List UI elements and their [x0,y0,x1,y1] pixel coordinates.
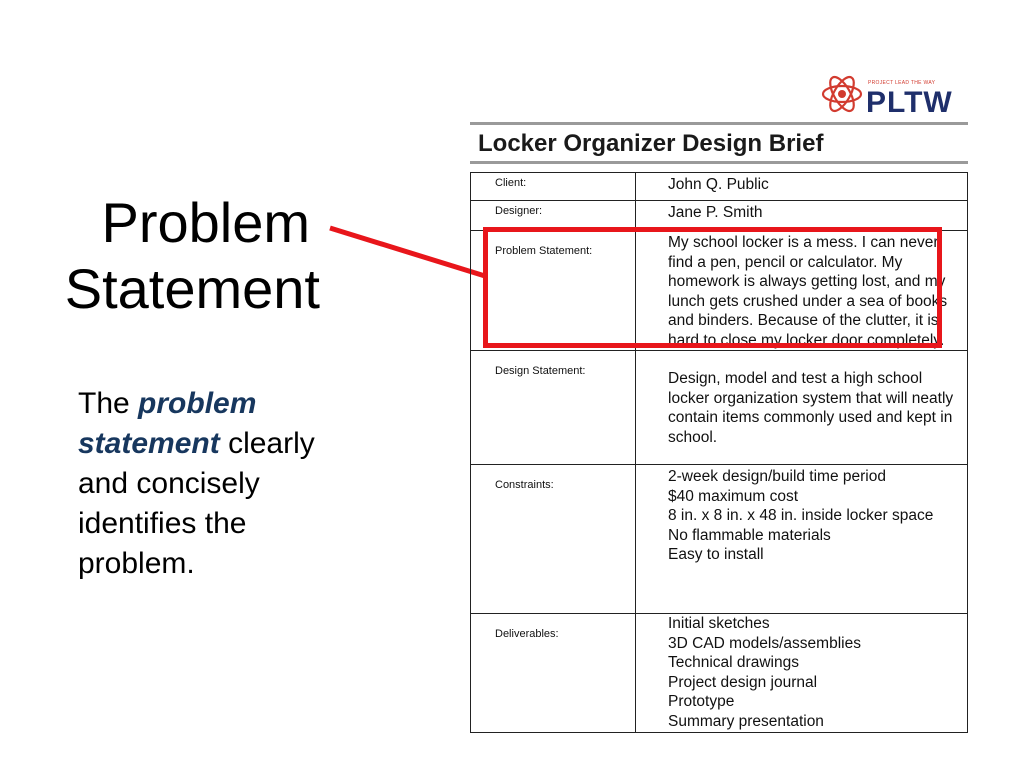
list-item: Summary presentation [668,712,824,730]
list-item: 3D CAD models/assemblies [668,634,861,652]
body-text-line4: identifies the [78,507,247,540]
list-item: Technical drawings [668,654,799,671]
list-item: Project design journal [668,673,818,691]
text-line: lunch gets crushed under a sea of books [668,292,948,310]
body-text-clearly: clearly [228,427,315,460]
table-row-design-statement [471,351,968,465]
table-row-constraints [471,465,968,614]
list-item: No flammable materials [668,526,831,544]
slide-body-text [78,384,368,584]
row-label: Client: [471,173,636,201]
body-text-line3: and concisely [78,467,260,500]
body-emphasis-problem: problem [138,387,257,420]
logo-wordmark: PLTW [866,86,953,119]
body-emphasis-statement: statement [78,427,220,460]
row-label: Problem Statement: [471,231,636,351]
list-item: Easy to install [668,546,764,563]
list-item: 2-week design/build time period [668,468,886,485]
design-brief-title: Locker Organizer Design Brief [478,130,824,157]
logo-tagline: PROJECT LEAD THE WAY [868,80,936,86]
row-value [636,173,968,201]
slide-title [40,190,320,322]
row-value [636,351,968,465]
design-brief-header [470,122,968,164]
problem-statement-highlight [483,227,942,348]
text-line: homework is always getting lost, and my [668,273,946,290]
client-name: John Q. Public [668,176,769,193]
table-row-deliverables [471,614,968,733]
pltw-logo [820,66,966,122]
text-line: find a pen, pencil or calculator. My [668,253,903,271]
text-line: Design, model and test a high school [668,370,923,387]
row-label: Constraints: [471,465,636,614]
row-value [636,465,968,614]
table-row-designer [471,201,968,231]
text-line: contain items commonly used and kept in [668,409,953,426]
row-value [636,614,968,733]
text-line: hard to close my locker door completely. [668,331,945,349]
row-label: Design Statement: [471,351,636,465]
slide-title-line1: Problem [101,191,310,254]
slide-title-line2: Statement [64,257,320,320]
text-line: school. [668,428,718,446]
body-prefix: The [78,387,130,420]
row-label: Designer: [471,201,636,231]
table-row-client [471,173,968,201]
row-label: Deliverables: [471,614,636,733]
row-value [636,201,968,231]
list-item: Prototype [668,693,735,710]
atom-icon [820,68,864,120]
text-line: and binders. Because of the clutter, it is [668,312,939,329]
list-item: $40 maximum cost [668,487,799,505]
body-text-line5: problem. [78,547,195,580]
text-line: My school locker is a mess. I can never [668,234,939,251]
designer-name: Jane P. Smith [668,204,763,221]
list-item: 8 in. x 8 in. x 48 in. inside locker space [668,507,934,524]
text-line: locker organization system that will neatly [668,389,954,407]
list-item: Initial sketches [668,615,770,632]
